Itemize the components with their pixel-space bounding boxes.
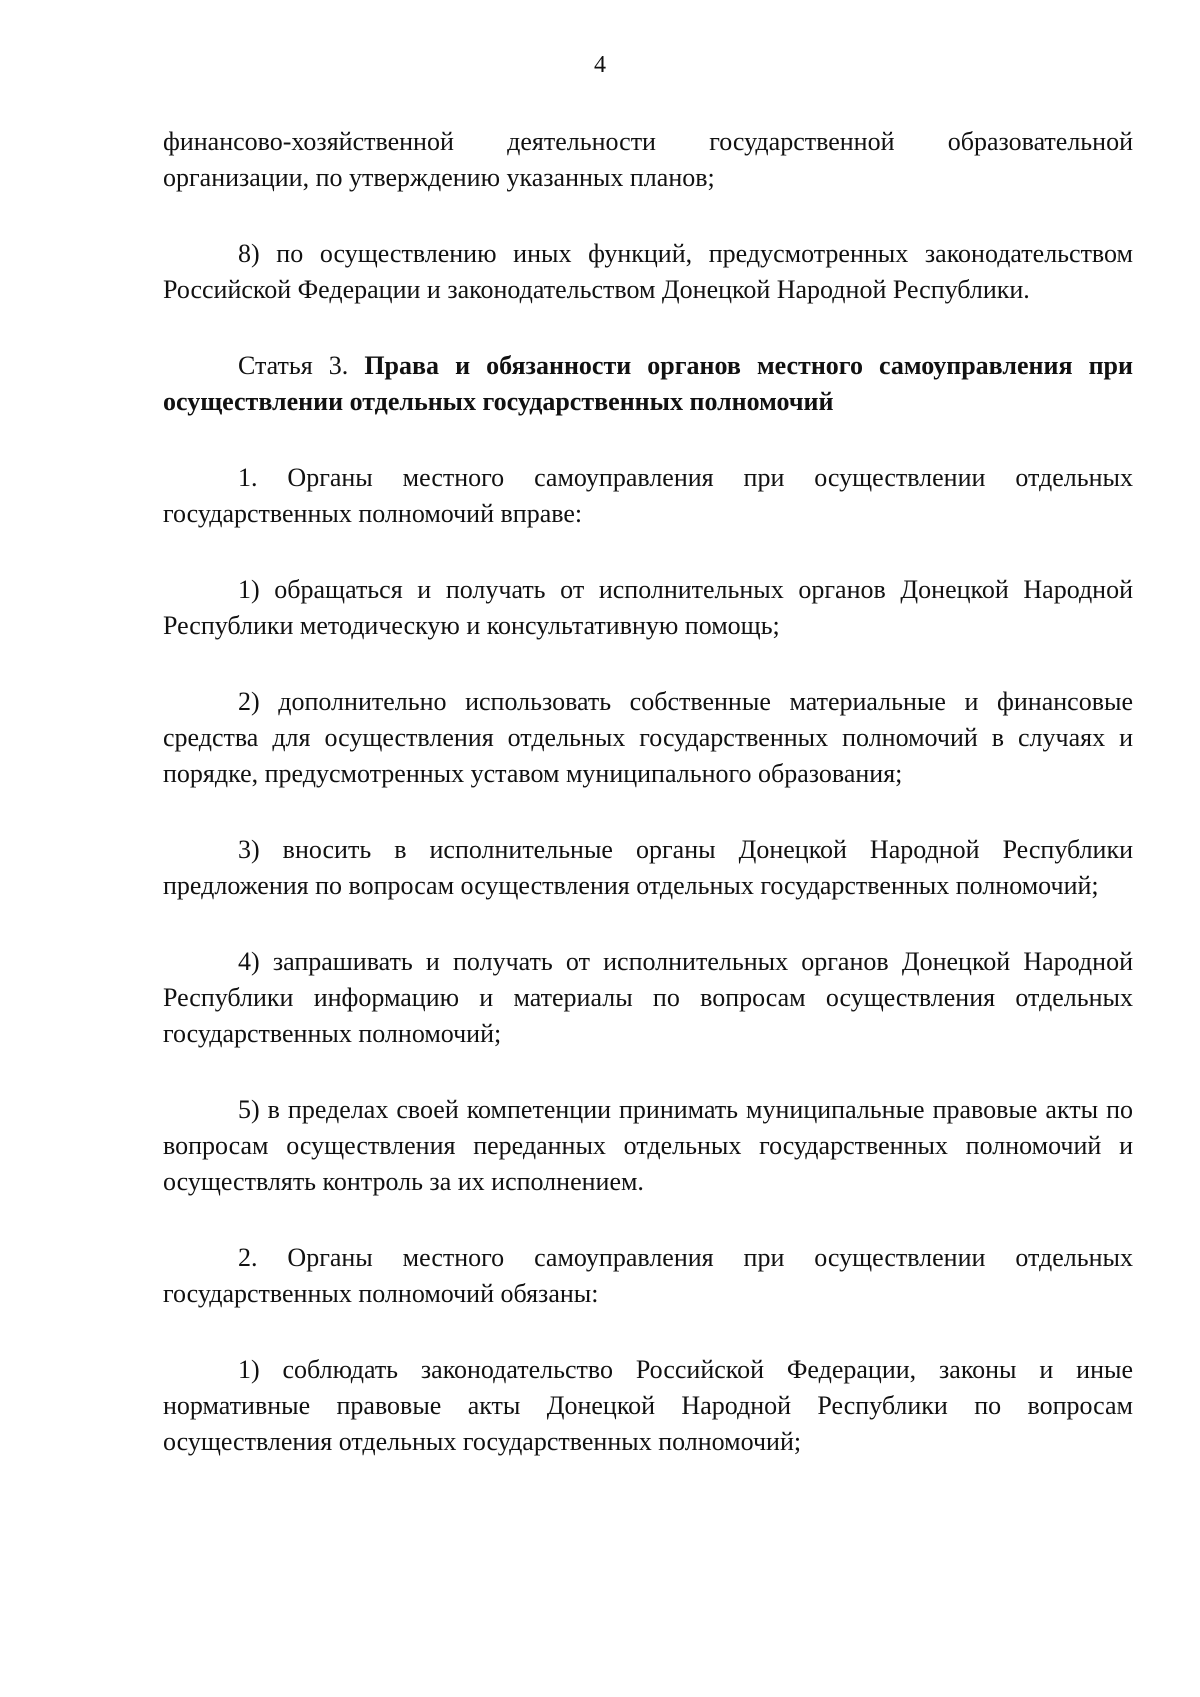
section-1-item-1: 1) обращаться и получать от исполнительных органов Донецкой Народной Республики методическую и консультативную помощь; xyxy=(163,575,1133,640)
section-1-item-5: 5) в пределах своей компетенции принимать муниципальные правовые акты по вопросам осуществления переданных отдельных государственных полномочий и осуществлять контроль за их исполнением. xyxy=(163,1095,1133,1196)
paragraph-continuation: финансово-хозяйственной деятельности государственной образовательной организации, по утверждению указанных планов; xyxy=(163,127,1133,192)
section-1-intro: 1. Органы местного самоуправления при осуществлении отдельных государственных полномочий вправе: xyxy=(163,463,1133,528)
paragraph-item-8: 8) по осуществлению иных функций, предусмотренных законодательством Российской Федерации и законодательством Донецкой Народной Республики. xyxy=(163,239,1133,304)
section-1-item-2: 2) дополнительно использовать собственные материальные и финансовые средства для осуществления отдельных государственных полномочий в случаях и порядке, предусмотренных уставом муниципального образования; xyxy=(163,687,1133,788)
section-1-item-4: 4) запрашивать и получать от исполнительных органов Донецкой Народной Республики информацию и материалы по вопросам осуществления отдельных государственных полномочий; xyxy=(163,947,1133,1048)
article-prefix: Статья 3. xyxy=(238,351,349,380)
article-heading xyxy=(163,348,1133,420)
document-body xyxy=(163,124,1133,1500)
section-2-item-1: 1) соблюдать законодательство Российской Федерации, законы и иные нормативные правовые акты Донецкой Народной Республики по вопросам осуществления отдельных государственных полномочий; xyxy=(163,1355,1133,1456)
section-2-intro: 2. Органы местного самоуправления при осуществлении отдельных государственных полномочий обязаны: xyxy=(163,1243,1133,1308)
page-number: 4 xyxy=(594,52,606,78)
section-1-item-3: 3) вносить в исполнительные органы Донецкой Народной Республики предложения по вопросам осуществления отдельных государственных полномочий; xyxy=(163,835,1133,900)
article-title: Права и обязанности органов местного самоуправления при осуществлении отдельных государственных полномочий xyxy=(163,351,1133,416)
